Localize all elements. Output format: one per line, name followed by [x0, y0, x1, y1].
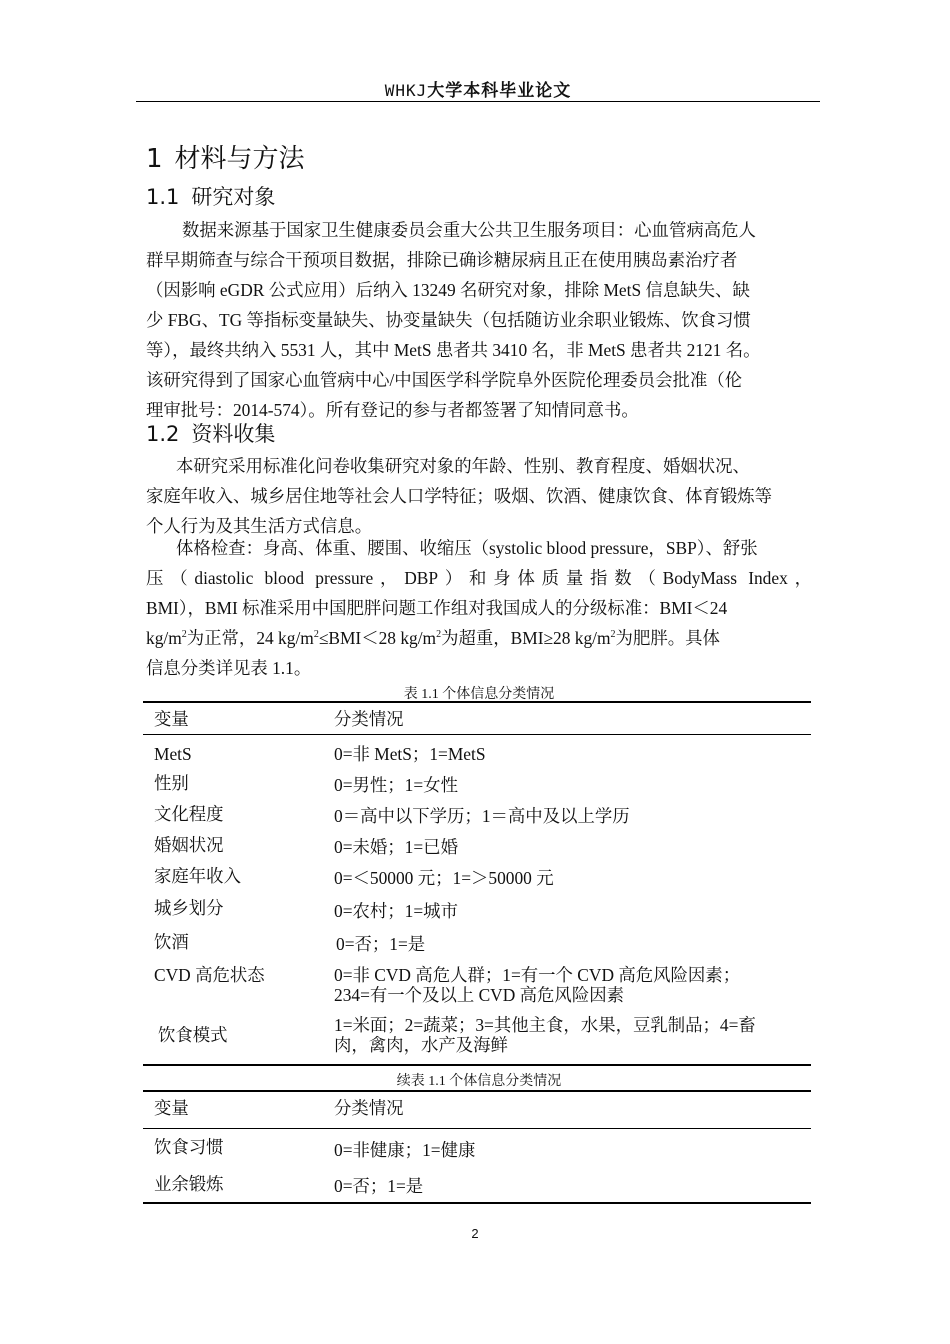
table-cell-variable: 业余锻炼 — [154, 1174, 224, 1194]
table-caption: 表 1.1 个体信息分类情况 — [403, 687, 555, 702]
text-line: 信息分类详见表 1.1。 — [146, 658, 312, 678]
table-top-rule — [143, 1090, 811, 1092]
table-cell-classification: 0=否；1=是 — [336, 934, 426, 954]
text-fragment: ≤BMI＜28 kg/m — [318, 628, 437, 648]
table-header-rule — [143, 1128, 811, 1129]
table-cell-classification — [334, 965, 804, 1005]
header-latin: WHKJ — [384, 81, 428, 100]
table-cell-classification — [334, 1015, 804, 1055]
table-cell-classification: 0=否；1=是 — [334, 1176, 424, 1196]
table-cell-variable: 性别 — [154, 773, 189, 793]
cell-line: 1=米面；2=蔬菜；3=其他主食，水果，豆乳制品；4=畜 — [334, 1015, 756, 1035]
text-line: 理审批号：2014-574）。所有登记的参与者都签署了知情同意书。 — [146, 400, 639, 420]
paragraph-physical-exam — [146, 533, 812, 683]
text-line-bmi-criteria — [146, 623, 812, 653]
table-header-variable: 变量 — [154, 709, 189, 729]
table-cell-variable: 文化程度 — [154, 804, 224, 824]
table-caption-continued: 续表 1.1 个体信息分类情况 — [396, 1074, 562, 1089]
header-rule — [136, 101, 820, 102]
cell-line: 肉，禽肉，水产及海鲜 — [334, 1035, 508, 1055]
table-bottom-rule — [143, 1064, 811, 1066]
text-line: 压（diastolic blood pressure，DBP）和身体质量指数（BodyMass Index， — [146, 568, 812, 588]
table-cell-variable: 饮酒 — [154, 932, 189, 952]
table-cell-variable: 家庭年收入 — [154, 866, 241, 886]
text-fragment: 为肥胖。具体 — [615, 628, 720, 648]
superscript: 2 — [313, 629, 319, 641]
chapter-heading — [146, 138, 305, 175]
text-fragment: 为超重，BMI≥28 kg/m — [441, 628, 611, 648]
table-header-rule — [143, 734, 811, 735]
paragraph-research-subjects — [146, 215, 812, 425]
header-title: 大学本科毕业论文 — [427, 81, 572, 100]
text-fragment: 为正常，24 kg/m — [186, 628, 314, 648]
table-top-rule — [143, 701, 811, 703]
table-header-classification: 分类情况 — [334, 1098, 404, 1118]
table-cell-classification: 0=农村；1=城市 — [334, 901, 458, 921]
chapter-number: 1 — [146, 144, 163, 174]
superscript: 2 — [181, 629, 187, 641]
paragraph-data-collection — [146, 451, 812, 541]
section-number: 1.2 — [146, 422, 180, 446]
table-header-classification: 分类情况 — [334, 709, 404, 729]
table-cell-variable: 婚姻状况 — [154, 835, 224, 855]
text-line: 体格检查：身高、体重、腰围、收缩压（systolic blood pressure，SBP）、舒张 — [176, 538, 758, 558]
table-header-variable: 变量 — [154, 1098, 189, 1118]
table-cell-classification: 0=＜50000 元；1=＞50000 元 — [334, 868, 554, 888]
page-number: 2 — [471, 1226, 479, 1241]
cell-line: 234=有一个及以上 CVD 高危风险因素 — [334, 985, 624, 1005]
superscript: 2 — [436, 629, 442, 641]
cell-line: 0=非 CVD 高危人群；1=有一个 CVD 高危风险因素； — [334, 965, 741, 985]
table-cell-classification: 0=男性；1=女性 — [334, 775, 458, 795]
table-cell-variable: 饮食模式 — [158, 1025, 228, 1045]
table-cell-variable: MetS — [154, 744, 192, 764]
table-cell-classification: 0=未婚；1=已婚 — [334, 837, 458, 857]
table-cell-classification: 0=非健康；1=健康 — [334, 1140, 476, 1160]
section-heading-1-2 — [146, 418, 275, 448]
text-line: 家庭年收入、城乡居住地等社会人口学特征；吸烟、饮酒、健康饮食、体育锻炼等 — [146, 486, 773, 506]
table-cell-classification: 0＝高中以下学历；1＝高中及以上学历 — [334, 806, 630, 826]
table-cell-classification: 0=非 MetS；1=MetS — [334, 744, 486, 764]
text-fragment: kg/m — [146, 628, 182, 648]
text-line: 少 FBG、TG 等指标变量缺失、协变量缺失（包括随访业余职业锻炼、饮食习惯 — [146, 310, 751, 330]
superscript: 2 — [610, 629, 616, 641]
table-cell-variable: 饮食习惯 — [154, 1137, 224, 1157]
text-line: 该研究得到了国家心血管病中心/中国医学科学院阜外医院伦理委员会批准（伦 — [146, 370, 743, 390]
text-line: BMI），BMI 标准采用中国肥胖问题工作组对我国成人的分级标准：BMI＜24 — [146, 598, 728, 618]
table-cell-variable: 城乡划分 — [154, 898, 224, 918]
section-title: 研究对象 — [191, 185, 276, 209]
text-line: 等），最终共纳入 5531 人，其中 MetS 患者共 3410 名，非 MetS 患者共 2121 名。 — [146, 340, 761, 360]
text-line: 群早期筛查与综合干预项目数据，排除已确诊糖尿病且正在使用胰岛素治疗者 — [146, 250, 738, 270]
running-header — [136, 76, 820, 101]
text-line: 数据来源基于国家卫生健康委员会重大公共卫生服务项目：心血管病高危人 — [182, 220, 756, 240]
text-line: 本研究采用标准化问卷收集研究对象的年龄、性别、教育程度、婚姻状况、 — [176, 456, 750, 476]
section-heading-1-1 — [146, 181, 275, 211]
section-title: 资料收集 — [191, 422, 276, 446]
section-number: 1.1 — [146, 185, 180, 209]
text-line: 个人行为及其生活方式信息。 — [146, 516, 373, 536]
table-cell-variable: CVD 高危状态 — [154, 965, 265, 985]
text-line: （因影响 eGDR 公式应用）后纳入 13249 名研究对象，排除 MetS 信息缺失、缺 — [146, 280, 750, 300]
chapter-title: 材料与方法 — [174, 144, 305, 174]
table-bottom-rule — [143, 1202, 811, 1204]
